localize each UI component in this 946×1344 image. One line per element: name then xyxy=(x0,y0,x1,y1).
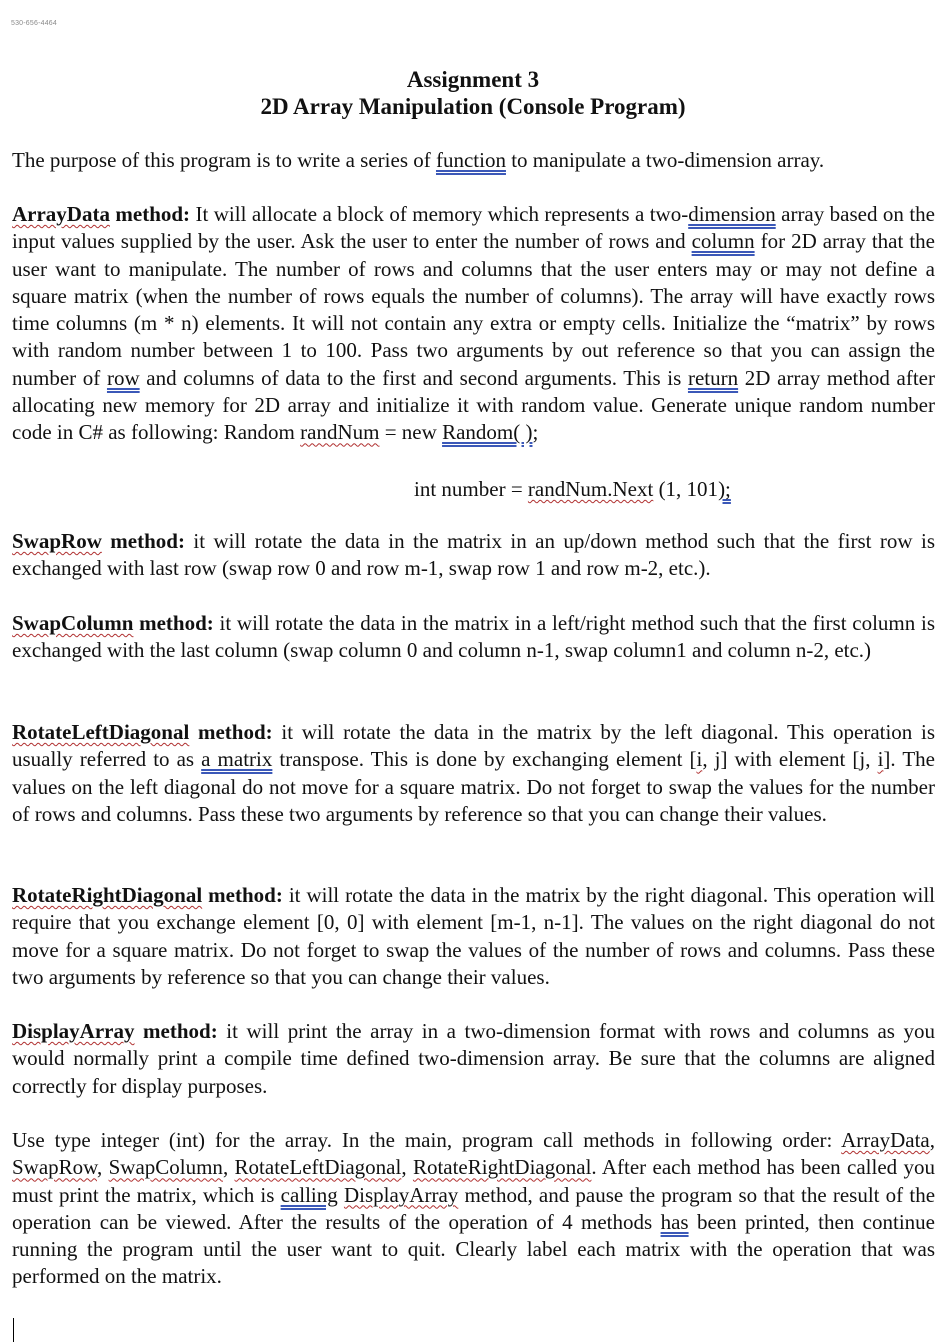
document-title: Assignment 3 xyxy=(406,67,540,92)
random-code-line: int number = randNum.Next (1, 101); xyxy=(414,477,731,501)
phone-number: 530-656-4464 xyxy=(11,20,57,27)
rotaterightdiagonal-paragraph: RotateRightDiagonal method: it will rotate the data in the matrix by the right diagonal. This operation will require that you exchange element [0, 0] with element [m-1, n-1]. The values on the right diagonal do not move for a square matrix. Do not forget to swap the values of the number of rows and columns. Pass these two arguments by reference so that you can change their values. xyxy=(12,883,935,989)
swaprow-method-name: SwapRow xyxy=(12,529,102,553)
rotaterightdiagonal-method-name: RotateRightDiagonal xyxy=(12,883,203,907)
displayarray-method-name: DisplayArray xyxy=(12,1019,135,1043)
arraydata-paragraph: ArrayData method: It will allocate a block of memory which represents a two-dimension array based on the input values supplied by the user. Ask the user to enter the number of rows and column for 2D array that the user want to manipulate. The number of rows and columns that the user enters may or may not define a square matrix (when the number of rows equals the number of columns). The array will have exactly rows time columns (m * n) elements. It will not contain any extra or empty cells. Initialize the “matrix” by rows with random number between 1 to 100. Pass two arguments by out reference so that you can assign the number of row and columns of data to the first and second arguments. This is return 2D array method after allocating new memory for 2D array and initialize it with random value. Generate unique random number code in C# as following: Random randNum = new Random( ); xyxy=(12,202,935,445)
document-subtitle: 2D Array Manipulation (Console Program) xyxy=(260,94,686,119)
closing-paragraph: Use type integer (int) for the array. In the main, program call methods in following order: ArrayData, SwapRow, SwapColumn, RotateLeftDiagonal, RotateRightDiagonal. After each method has been called you must print the matrix, which is calling DisplayArray method, and pause the program so that the result of the operation can be viewed. After the results of the operation of 4 methods has been printed, then continue running the program until the user want to quit. Clearly label each matrix with the operation that was performed on the matrix. xyxy=(12,1128,936,1289)
function-word: function xyxy=(435,148,506,172)
rotateleftdiagonal-method-name: RotateLeftDiagonal xyxy=(12,720,190,744)
swapcolumn-method-name: SwapColumn xyxy=(12,611,134,635)
intro-paragraph: The purpose of this program is to write a series of function to manipulate a two-dimension array. xyxy=(12,148,825,172)
swaprow-paragraph: SwapRow method: it will rotate the data in the matrix in an up/down method such that the first row is exchanged with last row (swap row 0 and row m-1, swap row 1 and row m-2, etc.). xyxy=(12,529,935,581)
arraydata-method-name: ArrayData xyxy=(12,202,110,226)
rotateleftdiagonal-paragraph: RotateLeftDiagonal method: it will rotate the data in the matrix by the left diagonal. This operation is usually referred to as a matrix transpose. This is done by exchanging element [i, j] with element [j, i]. The values on the left diagonal do not move for a square matrix. Do not forget to swap the values for the number of rows and columns. Pass these two arguments by reference so that you can change their values. xyxy=(12,720,935,826)
swapcolumn-paragraph: SwapColumn method: it will rotate the data in the matrix in a left/right method such that the first column is exchanged with the last column (swap column 0 and column n-1, swap column1 and column n-2, etc.) xyxy=(12,611,935,663)
displayarray-paragraph: DisplayArray method: it will print the array in a two-dimension format with rows and columns as you would normally print a compile time defined two-dimension array. Be sure that the columns are aligned correctly for display purposes. xyxy=(12,1019,935,1098)
text-cursor xyxy=(13,1318,14,1342)
